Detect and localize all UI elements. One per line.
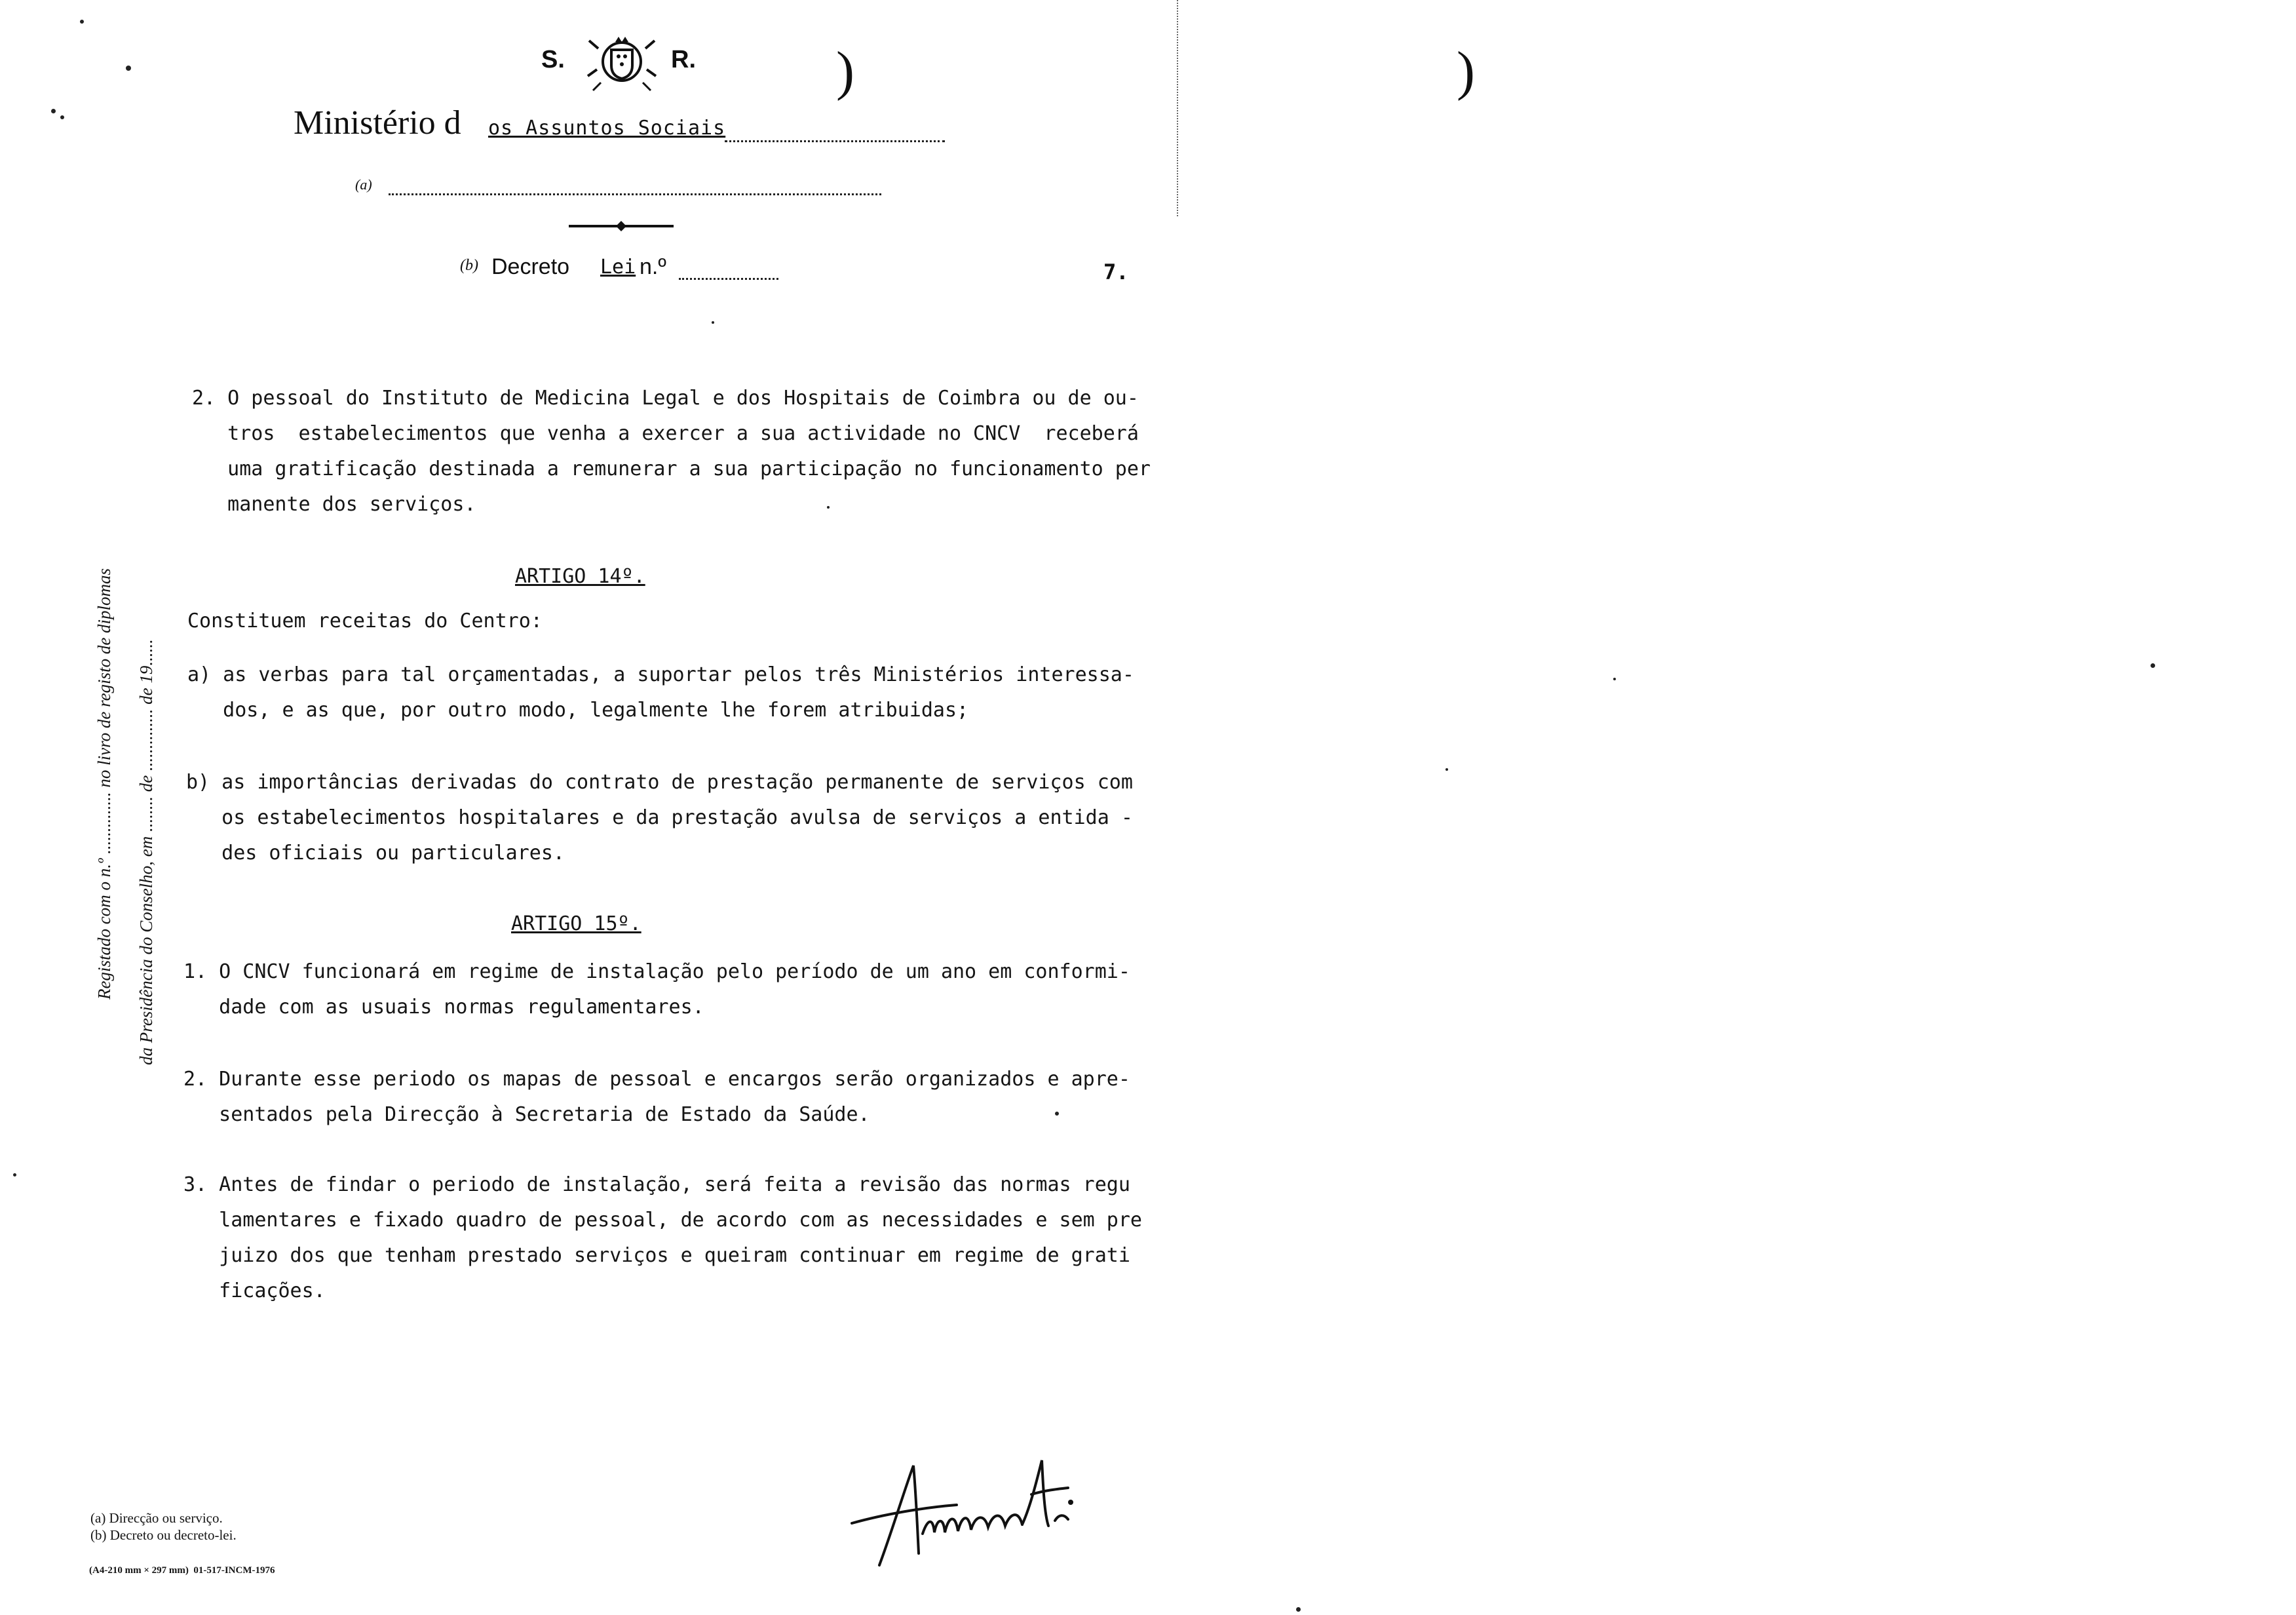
article-15-item-3-line-2: lamentares e fixado quadro de pessoal, de acordo com as necessidades e sem pre — [183, 1209, 1142, 1232]
article-14-item-b-line-1: b) as importâncias derivadas do contrato de prestação permanente de serviços com — [186, 771, 1133, 794]
scan-speck — [1296, 1607, 1301, 1612]
article-15-heading: ARTIGO 15º. — [511, 912, 641, 935]
decree-label: Decreto — [491, 254, 570, 279]
header-letter-s: S. — [541, 46, 565, 73]
section-2-line-2: tros estabelecimentos que venha a exercer a sua actividade no CNCV receberá — [192, 422, 1139, 445]
decree-note-b: (b) — [460, 257, 478, 274]
section-2-line-1: 2. O pessoal do Instituto de Medicina Legal e dos Hospitais de Coimbra ou de ou- — [192, 387, 1139, 410]
scan-speck — [1055, 1112, 1059, 1116]
article-14-intro: Constituem receitas do Centro: — [187, 610, 543, 632]
article-15-item-3-line-3: juizo dos que tenham prestado serviços e queiram continuar em regime de grati — [183, 1244, 1130, 1267]
section-2-line-3: uma gratificação destinada a remunerar a sua participação no funcionamento per — [192, 457, 1151, 480]
article-15-item-1-line-2: dade com as usuais normas regulamentares. — [183, 996, 704, 1019]
scan-speck — [1613, 678, 1616, 680]
scan-fold-line — [1177, 0, 1178, 216]
ministry-dotted-line — [725, 140, 945, 142]
footnote-b: (b) Decreto ou decreto-lei. — [90, 1527, 237, 1543]
section-2-line-4: manente dos serviços. — [192, 493, 476, 516]
article-14-item-b-line-2: os estabelecimentos hospitalares e da prestação avulsa de serviços a entida - — [186, 806, 1133, 829]
ministry-label: Ministério d — [294, 104, 461, 142]
scan-speck — [60, 115, 64, 119]
scan-speck — [51, 109, 56, 113]
decree-dotted-line — [679, 278, 778, 280]
footnote-a: (a) Direcção ou serviço. — [90, 1510, 223, 1526]
scan-speck — [2151, 663, 2155, 668]
field-a-dotted-line — [389, 193, 881, 195]
margin-registration-line-2: da Presidência do Conselho, em ........ de .............. de 19...... — [136, 639, 156, 1065]
ring-binder-mark-left: ) — [836, 41, 854, 102]
margin-registration-line-1: Registado com o n.º .............. no livro de registo de diplomas — [94, 568, 114, 1000]
ministry-name-value: os Assuntos Sociais — [488, 117, 726, 140]
coat-of-arms-emblem — [585, 29, 659, 94]
handwritten-signature — [845, 1455, 1088, 1573]
scan-speck — [126, 66, 131, 71]
article-14-heading: ARTIGO 14º. — [515, 565, 645, 588]
field-a-label: (a) — [355, 176, 372, 193]
article-15-item-2-line-1: 2. Durante esse periodo os mapas de pessoal e encargos serão organizados e apre- — [183, 1068, 1130, 1091]
decree-type-value: Lei — [600, 256, 636, 279]
article-14-item-a-line-1: a) as verbas para tal orçamentadas, a suportar pelos três Ministérios interessa- — [187, 663, 1134, 686]
scan-speck — [712, 321, 714, 324]
article-15-item-1-line-1: 1. O CNCV funcionará em regime de instalação pelo período de um ano em conformi- — [183, 960, 1130, 983]
header-letter-r: R. — [671, 46, 696, 73]
article-14-item-a-line-2: dos, e as que, por outro modo, legalmente lhe forem atribuidas; — [187, 699, 969, 722]
article-15-item-3-line-4: ficações. — [183, 1279, 326, 1302]
article-15-item-3-line-1: 3. Antes de findar o periodo de instalação, será feita a revisão das normas regu — [183, 1173, 1130, 1196]
decree-number-suffix: n.º — [640, 254, 666, 279]
scan-speck — [827, 506, 830, 509]
article-15-item-2-line-2: sentados pela Direcção à Secretaria de Estado da Saúde. — [183, 1103, 870, 1126]
header-ornament-rule — [569, 219, 674, 233]
scan-speck — [80, 20, 84, 24]
printer-imprint: (A4-210 mm × 297 mm) 01-517-INCM-1976 — [89, 1565, 275, 1576]
ring-binder-mark-right: ) — [1457, 41, 1475, 102]
scan-speck — [13, 1173, 16, 1177]
article-14-item-b-line-3: des oficiais ou particulares. — [186, 842, 565, 865]
page-number: 7. — [1103, 260, 1129, 284]
scan-speck — [1445, 768, 1448, 771]
